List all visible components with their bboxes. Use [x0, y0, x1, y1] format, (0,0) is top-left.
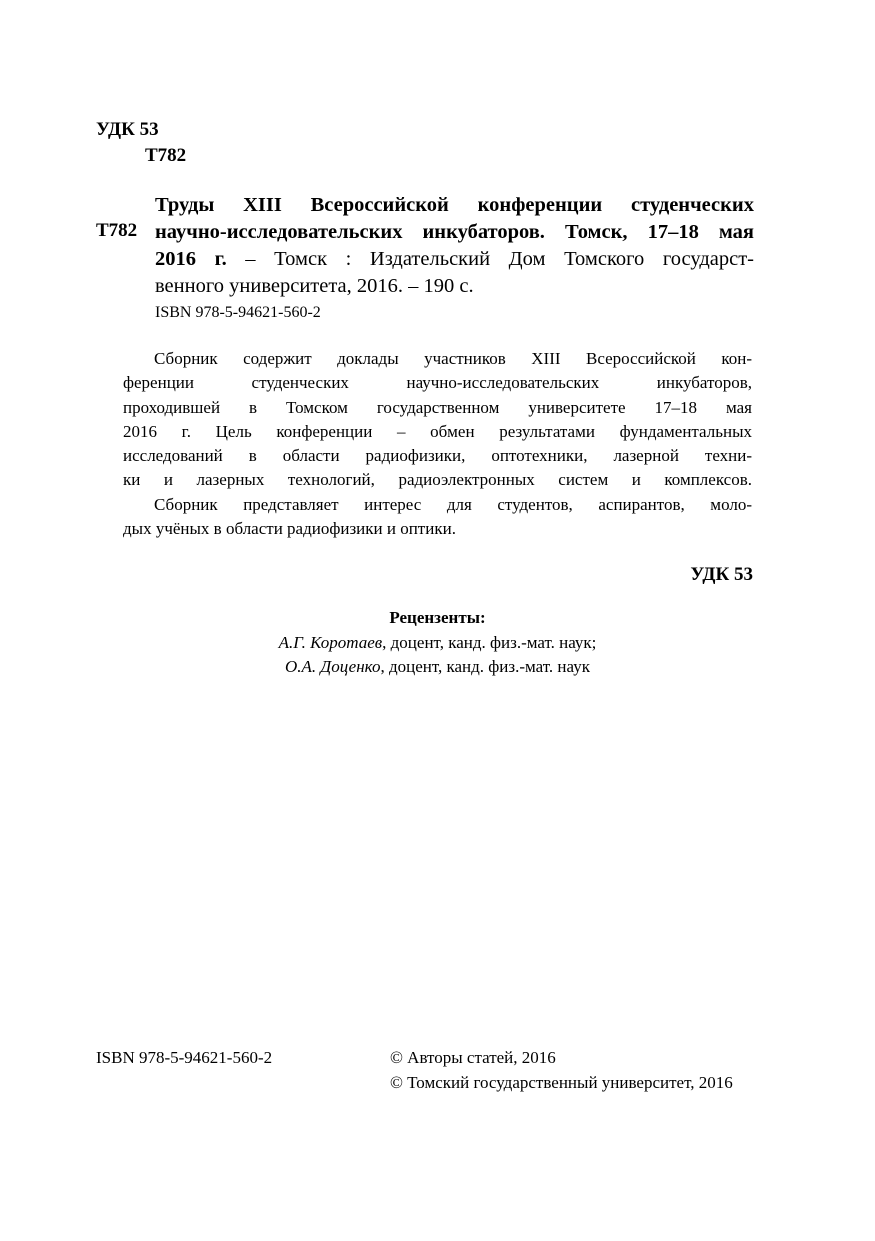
footer-isbn: ISBN 978-5-94621-560-2 — [96, 1048, 273, 1067]
udk-label: УДК 53 — [96, 119, 159, 140]
reviewer-details: , доцент, канд. физ.-мат. наук; — [382, 632, 597, 652]
reviewer-entry — [123, 655, 752, 680]
abstract-line: дых учёных в области радиофизики и оптики. — [123, 519, 456, 539]
abstract-line: 2016 г. Цель конференции – обмен результатами фундаментальных — [123, 421, 752, 441]
reviewer-entry — [123, 631, 752, 656]
reviewer-details: , доцент, канд. физ.-мат. наук — [380, 657, 590, 676]
title-line-3: 2016 г. – Томск : Издательский Дом Томского государст- — [155, 248, 754, 270]
reviewer-name: О.А. Доценко — [285, 657, 381, 676]
copyright-block — [390, 1046, 733, 1095]
abstract-line: Сборник представляет интерес для студентов, аспирантов, моло- — [154, 494, 752, 514]
abstract-line: проходившей в Томском государственном университете 17–18 мая — [123, 397, 752, 417]
abstract-line: Сборник содержит доклады участников XIII Всероссийской кон- — [154, 349, 752, 368]
title-line-2: научно-исследовательских инкубаторов. Томск, 17–18 мая — [155, 221, 754, 243]
abstract-line: ки и лазерных технологий, радиоэлектронных систем и комплексов. — [123, 470, 752, 490]
reviewers-section — [123, 606, 752, 680]
abstract-line: исследований в области радиофизики, оптотехники, лазерной техни- — [123, 446, 752, 466]
abstract-line: ференции студенческих научно-исследовательских инкубаторов, — [123, 373, 752, 393]
title-line-1: Труды XIII Всероссийской конференции студенческих — [155, 194, 754, 216]
copyright-line: © Томский государственный университет, 2016 — [390, 1072, 733, 1092]
reviewers-heading: Рецензенты: — [389, 608, 486, 627]
copyright-line: © Авторы статей, 2016 — [390, 1048, 556, 1067]
bibliographic-description — [155, 192, 754, 300]
udk-right-label: УДК 53 — [690, 564, 753, 585]
author-code: Т782 — [145, 145, 187, 166]
title-line-4: венного университета, 2016. – 190 с. — [155, 275, 474, 297]
isbn-line: ISBN 978-5-94621-560-2 — [155, 304, 321, 321]
title-side-code: Т782 — [96, 220, 138, 241]
abstract — [123, 347, 752, 541]
reviewer-name: А.Г. Коротаев — [278, 632, 383, 652]
